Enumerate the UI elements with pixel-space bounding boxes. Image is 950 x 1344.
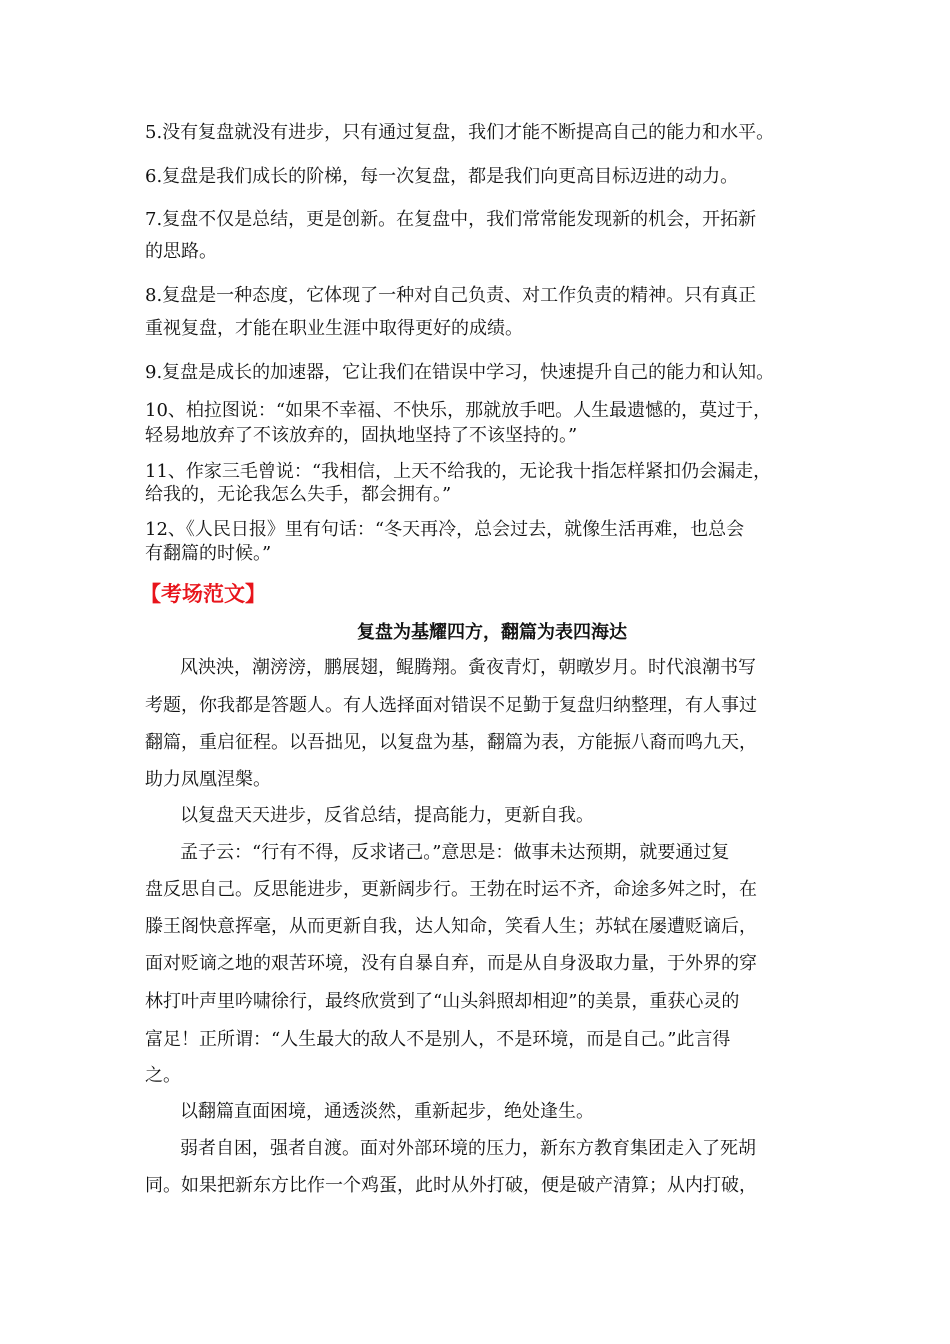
list-item: 12、《人民日报》里有句话：“冬天再冷，总会过去，就像生活再难，也总会: [145, 519, 745, 540]
paragraph-line: 弱者自困，强者自渡。面对外部环境的压力，新东方教育集团走入了死胡: [180, 1138, 756, 1159]
paragraph-line: 翻篇，重启征程。以吾拙见，以复盘为基，翻篇为表，方能振八裔而鸣九天，: [145, 732, 757, 753]
list-item-continuation: 有翻篇的时候。”: [145, 543, 272, 564]
list-item: 8.复盘是一种态度，它体现了一种对自己负责、对工作负责的精神。只有真正: [145, 285, 757, 306]
paragraph-line: 孟子云：“行有不得，反求诸己。”意思是：做事未达预期，就要通过复: [180, 842, 730, 863]
paragraph-line: 富足！正所谓：“人生最大的敌人不是别人，不是环境，而是自己。”此言得: [145, 1029, 731, 1050]
list-item: 7.复盘不仅是总结，更是创新。在复盘中，我们常常能发现新的机会，开拓新: [145, 209, 757, 230]
essay-title: 复盘为基耀四方，翻篇为表四海达: [357, 622, 627, 643]
paragraph-line: 以复盘天天进步，反省总结，提高能力，更新自我。: [180, 805, 594, 826]
section-heading: 【考场范文】: [140, 582, 266, 606]
list-item: 9.复盘是成长的加速器，它让我们在错误中学习，快速提升自己的能力和认知。: [145, 362, 775, 383]
paragraph-line: 面对贬谪之地的艰苦环境，没有自暴自弃，而是从自身汲取力量，于外界的穿: [145, 953, 757, 974]
list-item: 6.复盘是我们成长的阶梯，每一次复盘，都是我们向更高目标迈进的动力。: [145, 166, 739, 187]
paragraph-line: 考题，你我都是答题人。有人选择面对错误不足勤于复盘归纳整理，有人事过: [145, 695, 757, 716]
paragraph-line: 风泱泱，潮滂滂，鹏展翅，鲲腾翔。夤夜青灯，朝暾岁月。时代浪潮书写: [180, 657, 756, 678]
paragraph-line: 同。如果把新东方比作一个鸡蛋，此时从外打破，便是破产清算；从内打破，: [145, 1175, 757, 1196]
list-item: 5.没有复盘就没有进步，只有通过复盘，我们才能不断提高自己的能力和水平。: [145, 122, 775, 143]
paragraph-line: 滕王阁快意挥毫，从而更新自我，达人知命，笑看人生；苏轼在屡遭贬谪后，: [145, 916, 757, 937]
paragraph-line: 助力凤凰涅槃。: [145, 769, 271, 790]
paragraph-line: 盘反思自己。反思能进步，更新阔步行。王勃在时运不齐，命途多舛之时，在: [145, 879, 757, 900]
list-item-continuation: 的思路。: [145, 241, 217, 262]
list-item: 10、柏拉图说：“如果不幸福、不快乐，那就放手吧。人生最遗憾的，莫过于，: [145, 400, 772, 421]
paragraph-line: 之。: [145, 1065, 181, 1086]
list-item-continuation: 重视复盘，才能在职业生涯中取得更好的成绩。: [145, 318, 523, 339]
paragraph-line: 以翻篇直面困境，通透淡然，重新起步，绝处逢生。: [180, 1101, 594, 1122]
paragraph-line: 林打叶声里吟啸徐行，最终欣赏到了“山头斜照却相迎”的美景，重获心灵的: [145, 991, 740, 1012]
list-item: 11、作家三毛曾说：“我相信，上天不给我的，无论我十指怎样紧扣仍会漏走，: [145, 461, 772, 482]
list-item-continuation: 轻易地放弃了不该放弃的，固执地坚持了不该坚持的。”: [145, 425, 578, 446]
list-item-continuation: 给我的，无论我怎么失手，都会拥有。”: [145, 484, 452, 505]
